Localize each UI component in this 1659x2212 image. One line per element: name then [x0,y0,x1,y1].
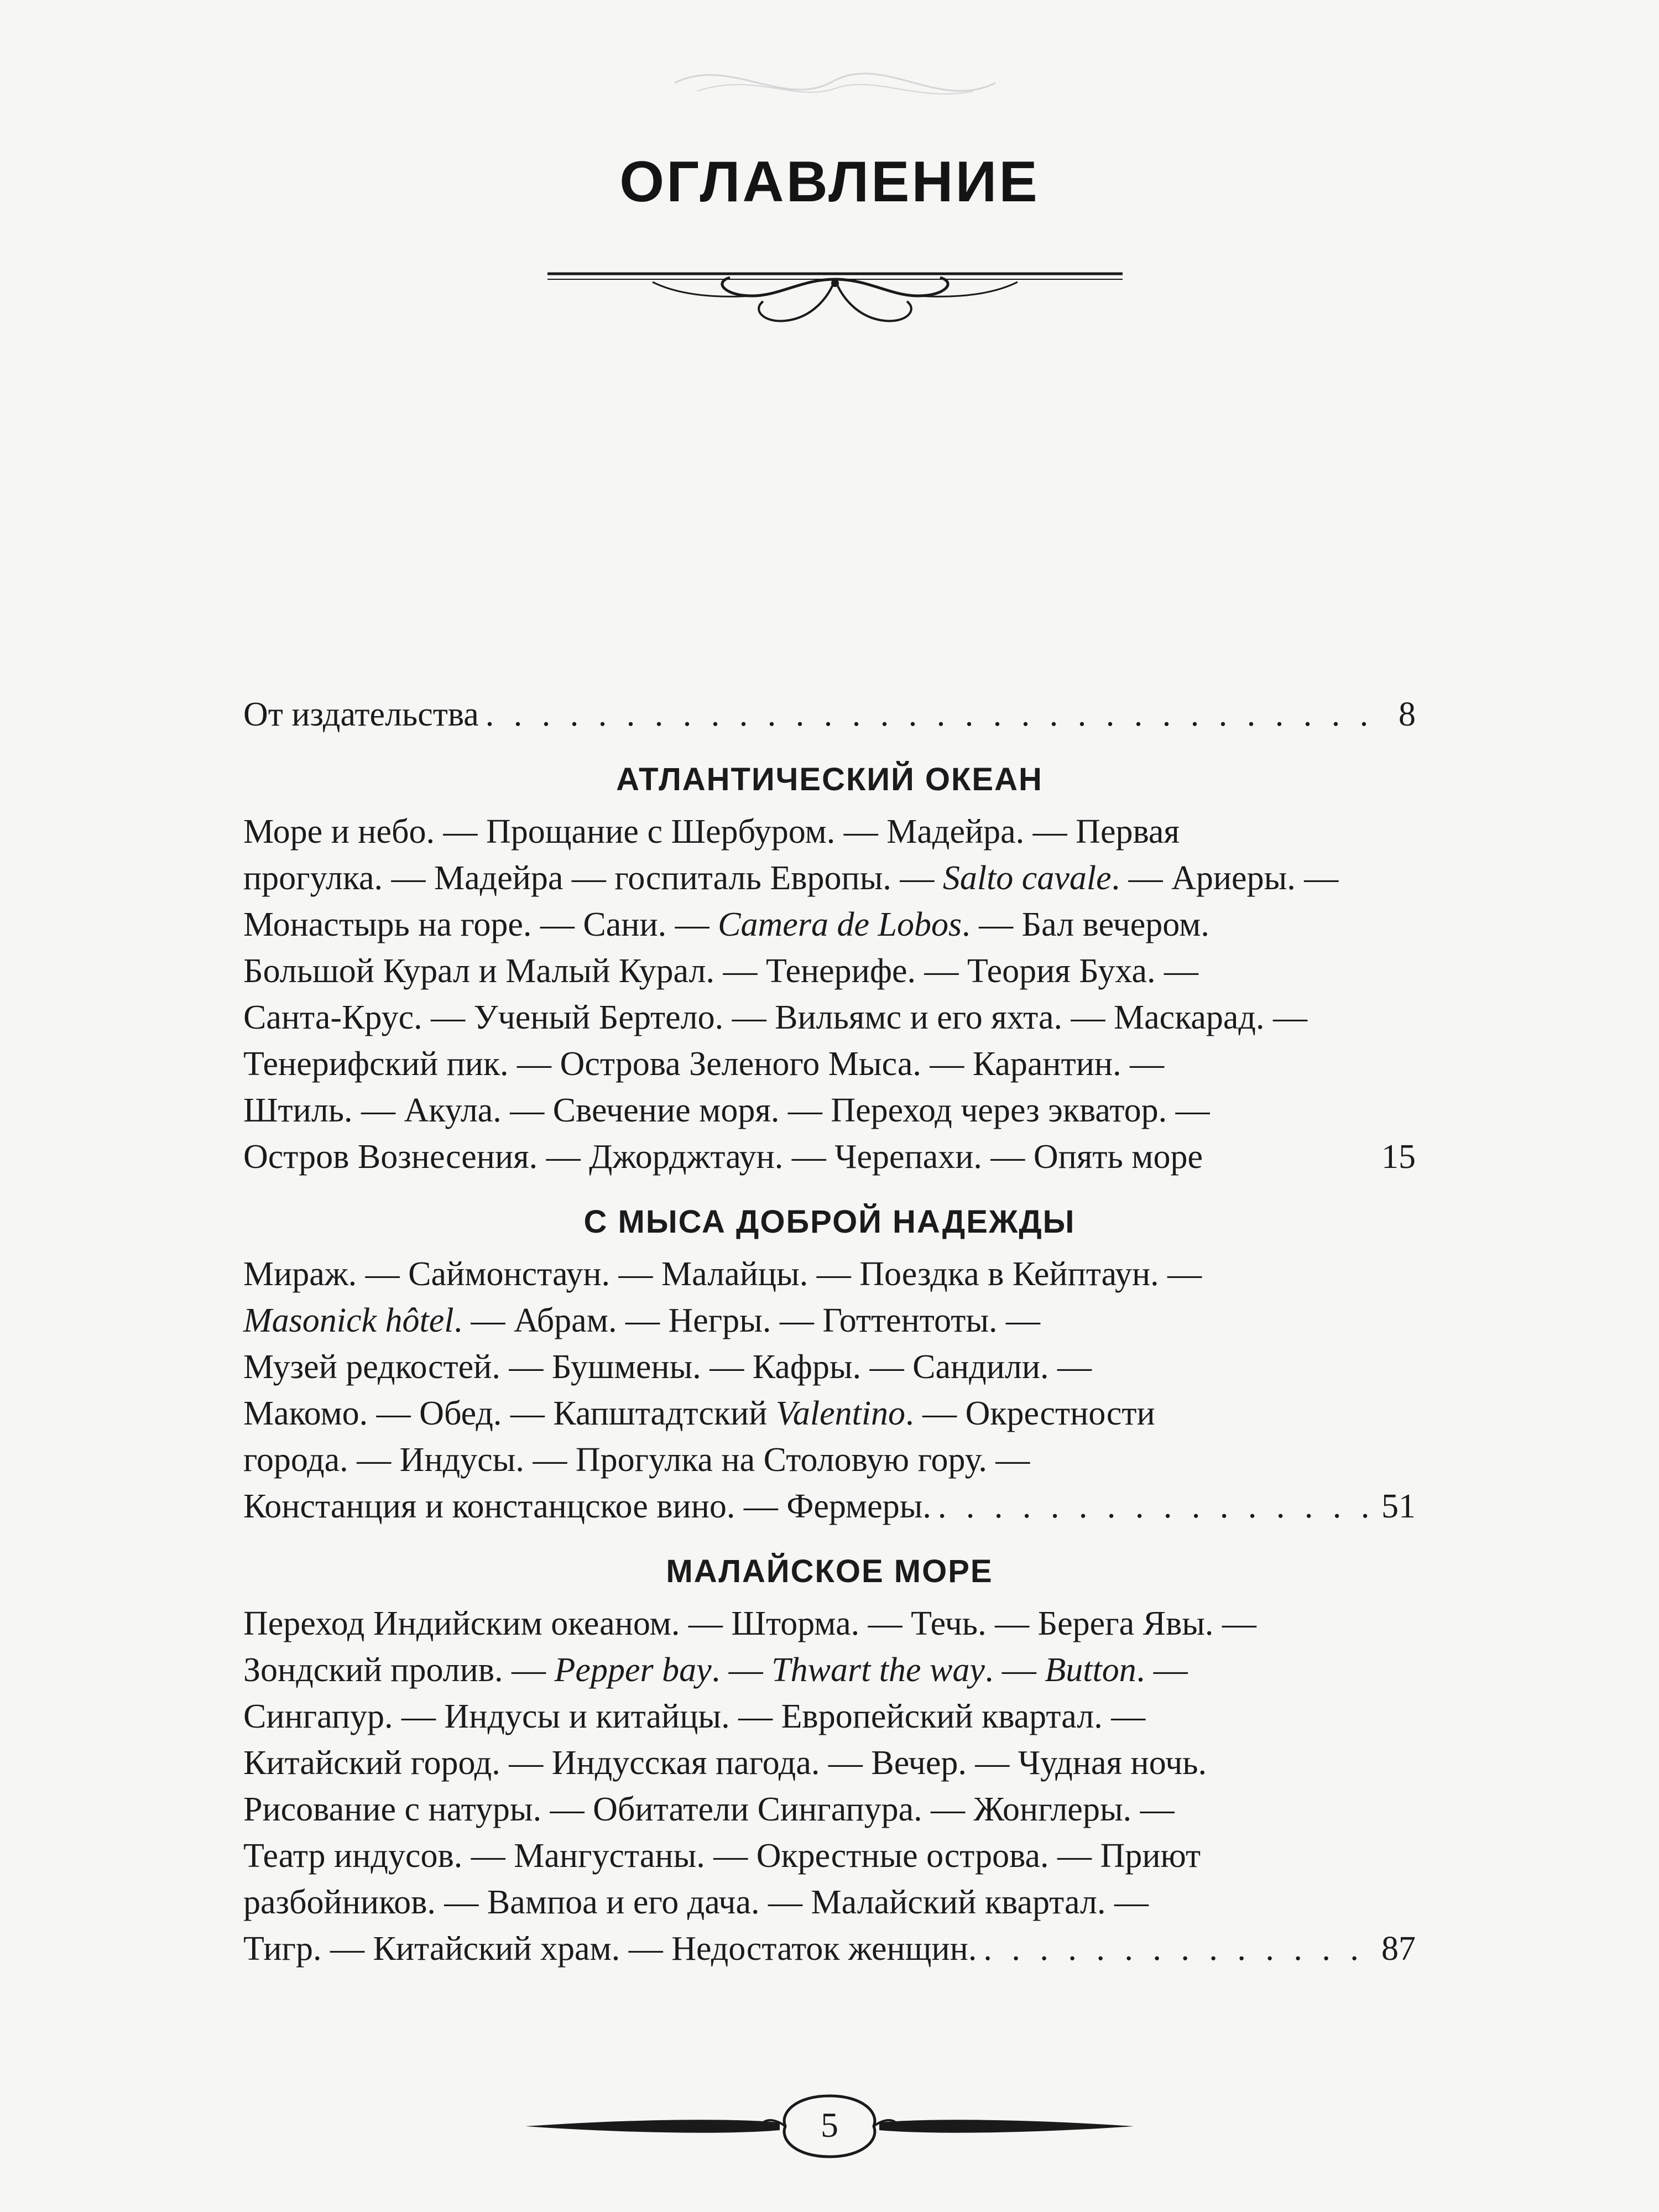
toc-line-text: Тигр. — Китайский храм. — Недостаток женщин. [243,1930,977,1968]
toc-line: Зондский пролив. — Pepper bay. — Thwart the way. — Button. — [243,1651,1188,1689]
toc-line: Мираж. — Саймонстаун. — Малайцы. — Поездка в Кейптаун. — [243,1255,1202,1293]
toc-page-number: 8 [1399,696,1416,733]
toc-page-number: 87 [1381,1930,1416,1968]
section-heading: МАЛАЙСКОЕ МОРЕ [666,1553,993,1589]
toc-line: прогулка. — Мадейра — госпиталь Европы. — Salto cavale. — Ариеры. — [243,859,1339,897]
toc-entry-intro[interactable] [243,691,1416,738]
section-body[interactable] [243,1251,1416,1530]
toc-line: Masonick hôtel. — Абрам. — Негры. — Готтентоты. — [243,1302,1040,1339]
toc-line: разбойников. — Вампоа и его дача. — Малайский квартал. — [243,1884,1149,1921]
toc-section-atlantic [243,757,1416,1180]
toc-entry-label: От издательства [243,696,479,733]
toc-page-number: 15 [1381,1138,1416,1176]
leader-dots [486,691,1376,738]
toc-page-number: 51 [1381,1488,1416,1525]
toc-line-last [243,1134,1416,1180]
table-of-contents [243,691,1416,1972]
toc-line-text: Констанция и констанцское вино. — Фермеры. [243,1488,931,1525]
section-body[interactable] [243,1600,1416,1972]
toc-section-cape-good-hope [243,1199,1416,1530]
toc-line: Большой Курал и Малый Курал. — Тенерифе. — Теория Буха. — [243,952,1199,990]
toc-line: Музей редкостей. — Бушмены. — Кафры. — Сандили. — [243,1348,1092,1386]
toc-line: Санта-Крус. — Ученый Бертело. — Вильямс и его яхта. — Маскарад. — [243,999,1307,1036]
toc-line: Монастырь на горе. — Сани. — Camera de Lobos. — Бал вечером. [243,906,1209,943]
page-title: ОГЛАВЛЕНИЕ [619,150,1040,214]
toc-section-malay-sea [243,1548,1416,1972]
toc-line: Переход Индийским океаном. — Шторма. — Течь. — Берега Явы. — [243,1605,1256,1642]
toc-line: Сингапур. — Индусы и китайцы. — Европейский квартал. — [243,1698,1146,1735]
section-heading: С МЫСА ДОБРОЙ НАДЕЖДЫ [583,1204,1076,1240]
toc-line: Китайский город. — Индусская пагода. — Вечер. — Чудная ночь. [243,1744,1207,1782]
leader-dots [938,1483,1375,1530]
toc-line: Макомо. — Обед. — Капштадтский Valentino. — Окрестности [243,1395,1155,1432]
toc-line: Тенерифский пик. — Острова Зеленого Мыса. — Карантин. — [243,1045,1165,1083]
toc-line-last [243,1483,1416,1530]
toc-line: Штиль. — Акула. — Свечение моря. — Переход через экватор. — [243,1092,1210,1129]
toc-line: Море и небо. — Прощание с Шербуром. — Мадейра. — Первая [243,813,1180,851]
section-heading: АТЛАНТИЧЕСКИЙ ОКЕАН [616,761,1043,797]
toc-line-text: Остров Вознесения. — Джорджтаун. — Черепахи. — Опять море [243,1138,1203,1176]
toc-line: Театр индусов. — Мангустаны. — Окрестные острова. — Приют [243,1837,1201,1875]
faint-top-ornament [664,50,1006,111]
page-number: 5 [821,2105,838,2145]
title-divider-ornament [542,243,1128,337]
section-body[interactable] [243,808,1416,1180]
toc-line: города. — Индусы. — Прогулка на Столовую гору. — [243,1441,1030,1479]
toc-line-last [243,1926,1416,1972]
leader-dots [983,1926,1375,1972]
toc-line: Рисование с натуры. — Обитатели Сингапура. — Жонглеры. — [243,1791,1175,1828]
